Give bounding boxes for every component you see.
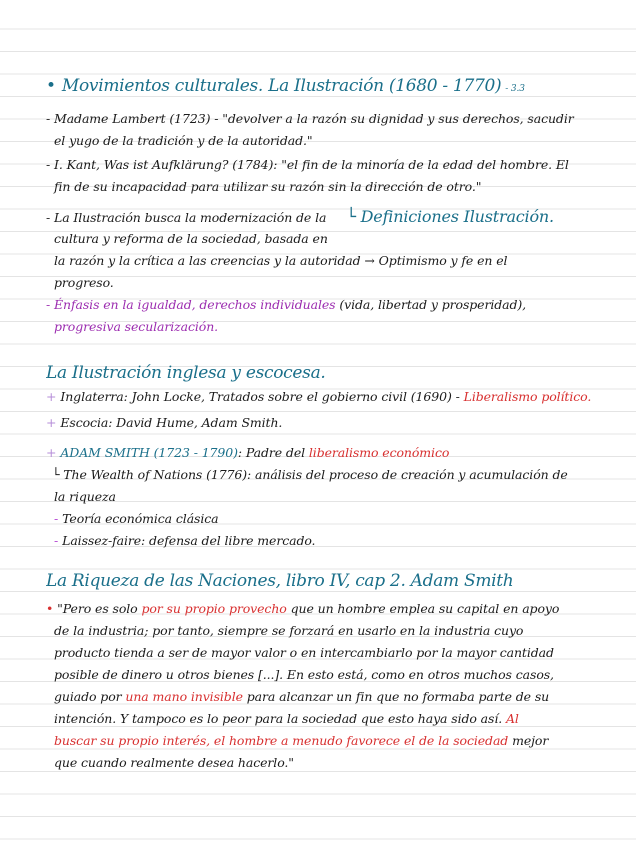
laissez-faire: Laissez-faire: defensa del libre mercado. [62, 533, 316, 548]
smith-line [46, 442, 596, 464]
section-british-enlightenment [46, 360, 596, 386]
section2-title: La Ilustración inglesa y escocesa. [46, 363, 326, 383]
quote-line-8: que cuando realmente desea hacerlo." [54, 755, 294, 770]
kant-line-1: - I. Kant, Was ist Aufklärung? (1784): "el fin de la minoría de la edad del hombre. El [46, 157, 569, 172]
england-text: Inglaterra: John Locke, Tratados sobre el gobierno civil (1690) - [60, 389, 460, 404]
scotland-text: Escocia: David Hume, Adam Smith. [60, 415, 283, 430]
dash-2: - [54, 533, 59, 548]
england-line [46, 386, 596, 408]
section-enlightenment [46, 72, 596, 100]
quote-line-2: de la industria; por tanto, siempre se forzará en usarlo en la industria cuyo [54, 623, 524, 638]
quote-6-red: Al [506, 711, 519, 726]
section1-page-ref: - 3.3 [505, 84, 525, 94]
kant-line-2: fin de su incapacidad para utilizar su razón sin la dirección de otro." [54, 179, 482, 194]
definition-line-1 [46, 206, 596, 228]
quote-line-7 [46, 730, 596, 752]
section1-emphasis [46, 294, 596, 338]
quote-1b: que un hombre emplea su capital en apoyo [290, 601, 560, 616]
quote-line-3: producto tienda a ser de mayor valor o en intercambiarlo por la mayor cantidad [54, 645, 554, 660]
definition-line-4: progreso. [54, 275, 114, 290]
quote-own-benefit: por su propio provecho [141, 601, 287, 616]
section1-quotes [46, 108, 596, 198]
section1-title: Movimientos culturales. La Ilustración (1680 - 1770) [61, 76, 502, 96]
section1-definition [46, 206, 596, 294]
emphasis-values: (vida, libertad y prosperidad), [339, 297, 527, 312]
quote-6a: intención. Y tampoco es lo peor para la sociedad que esto haya sido así. [54, 711, 503, 726]
quote-line-4: posible de dinero u otros bienes [...]. En esto está, como en otros muchos casos, [54, 667, 554, 682]
emphasis-line-2: progresiva secularización. [54, 319, 219, 334]
section2-list [46, 386, 596, 552]
definition-label: └ Definiciones Ilustración. [346, 207, 554, 226]
smith-quote [46, 598, 596, 774]
definition-text-1: - La Ilustración busca la modernización de la [46, 210, 327, 225]
smith-mid: : Padre del [237, 445, 306, 460]
wealth-line-2: la riqueza [54, 489, 116, 504]
economic-liberalism: liberalismo económico [308, 445, 450, 460]
quote-7b: mejor [512, 733, 549, 748]
definition-line-3: la razón y la crítica a las creencias y la autoridad → Optimismo y fe en el [54, 253, 508, 268]
quote-line-5 [46, 686, 596, 708]
england-plus: + [46, 389, 57, 404]
smith-plus: + [46, 445, 57, 460]
definition-line-2: cultura y reforma de la sociedad, basada en [54, 231, 328, 246]
scotland-plus: + [46, 415, 57, 430]
wealth-line-1: └ The Wealth of Nations (1776): análisis del proceso de creación y acumulación de [52, 467, 568, 482]
emphasis-text: - Énfasis en la igualdad, derechos individuales [46, 297, 336, 312]
quote-1a: "Pero es solo [57, 601, 138, 616]
quote-5a: guiado por [54, 689, 122, 704]
smith-name: ADAM SMITH (1723 - 1790) [60, 445, 238, 460]
emphasis-line-1 [46, 294, 596, 316]
section1-bullet: • [46, 76, 56, 96]
quote-5b: para alcanzar un fin que no formaba parte de su [246, 689, 550, 704]
lambert-line-1: - Madame Lambert (1723) - "devolver a la razón su dignidad y sus derechos, sacudir [46, 111, 574, 126]
dash-1: - [54, 511, 59, 526]
quote-bullet: • [46, 601, 54, 616]
quote-line-6 [46, 708, 596, 730]
scotland-line [46, 412, 596, 434]
quote-self-interest: buscar su propio interés, el hombre a menudo favorece el de la sociedad [54, 733, 509, 748]
quote-line-1 [46, 598, 596, 620]
lambert-line-2: el yugo de la tradición y de la autoridad." [54, 133, 313, 148]
classical-theory-line [46, 508, 596, 530]
political-liberalism: Liberalismo político. [463, 389, 592, 404]
section-wealth-of-nations [46, 568, 596, 594]
laissez-faire-line [46, 530, 596, 552]
classical-theory: Teoría económica clásica [62, 511, 219, 526]
section1-heading [46, 72, 596, 100]
quote-invisible-hand: una mano invisible [125, 689, 243, 704]
section3-title: La Riqueza de las Naciones, libro IV, cap 2. Adam Smith [46, 571, 514, 591]
